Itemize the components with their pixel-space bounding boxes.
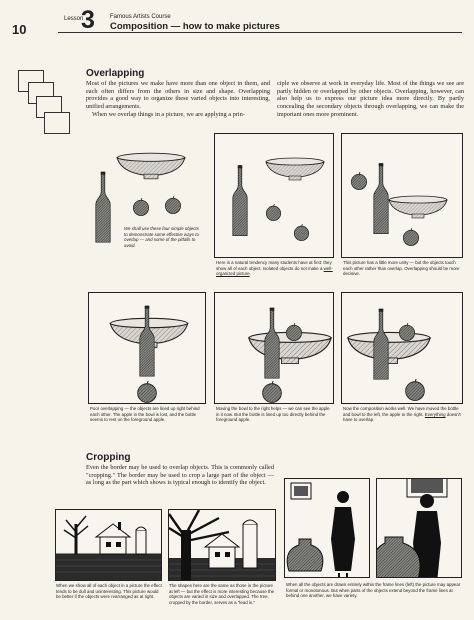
house-illustration: [96, 522, 130, 554]
cropping-heading: Cropping: [86, 452, 131, 463]
crop-panel-woman-cropped: [376, 478, 462, 578]
tree-illustration: [64, 516, 88, 554]
panel-poor-overlapping: [88, 292, 206, 404]
woman-vase-illustration: [377, 479, 462, 578]
bottle-illustration: [138, 299, 156, 385]
house-illustration: [205, 534, 239, 568]
panel-6-caption-text: Now the composition works well. We have moved the bottle and bowl to the left, the apple to the right.: [343, 406, 459, 417]
lesson-label: Lesson: [64, 16, 84, 22]
panel-2-caption-text: Here is a natural tendency many students have at first: they show all of each object. Isolated objects do not make a: [216, 260, 332, 271]
panel-6-caption: [343, 406, 461, 423]
bowl-illustration: [116, 152, 186, 180]
overlapping-col1-indent: When we overlap things in a picture, we are applying a prin-: [92, 110, 245, 118]
panel-1-caption: We shall use these four simple objects to demonstrate some effective ways to overlap — and some of the pitfalls to avoid.: [124, 226, 199, 248]
bottle-illustration: [94, 154, 112, 262]
chapter-title: Composition — how to make pictures: [110, 21, 280, 32]
panel-6-caption-end: doesn't have to overlap.: [343, 411, 461, 422]
header-rule: [58, 32, 462, 33]
crop-caption-2: The shapes here are the same as those in the picture at left — but the effect is more interesting because the objects are varied in size and overlapped. The tree, cropped by the border, serves as a "lead in.": [169, 583, 275, 605]
panel-2-caption: [216, 260, 334, 277]
farm-scene-illustration: [169, 510, 276, 581]
apple-illustration: [293, 224, 310, 241]
apple-illustration: [265, 204, 282, 221]
crop-panel-farm-uncropped: [55, 509, 162, 581]
crop-panel-farm-cropped: [168, 509, 276, 581]
panel-bowl-moved: [214, 292, 334, 404]
course-name: Famous Artists Course: [110, 14, 171, 20]
apple-illustration: [350, 172, 368, 190]
overlapping-squares-icon: [18, 70, 78, 140]
silo-illustration: [243, 520, 257, 568]
overlapping-body-col1: [86, 80, 270, 119]
panel-touching-objects: [341, 133, 463, 258]
overlapping-col1-text: Most of the pictures we make have more than one object in them, and each often differs from the others in size and shape. Overlapping provides a good way to organize these varied objects into interesting, unified arrangements.: [86, 80, 270, 111]
bottle-illustration: [372, 303, 390, 387]
panel-isolated-objects: [214, 133, 334, 258]
panel-2-caption-emphasis: well-organized picture: [216, 265, 333, 276]
apple-illustration: [285, 323, 303, 341]
bottle-illustration: [263, 301, 281, 387]
farm-scene-illustration: [56, 510, 162, 581]
overlapping-heading: Overlapping: [86, 68, 145, 79]
panel-3-caption: This picture has a little more unity — but the objects touch each other rather than overlap. Overlapping should be more decisive.: [343, 260, 460, 276]
bowl-illustration: [265, 156, 325, 182]
crop-panel-woman-uncropped: [284, 478, 370, 578]
lesson-number: 3: [81, 6, 95, 34]
apple-illustration: [132, 198, 150, 216]
apple-illustration: [164, 196, 182, 214]
apple-illustration: [404, 379, 426, 401]
crop-caption-3: When all the objects are drawn entirely within the frame lines (left) the picture may appear formal or monotonous. But when parts of the objects extend beyond the frame lines at behind one another, we have variety.: [286, 582, 461, 598]
woman-vase-illustration: [285, 479, 370, 578]
bowl-illustration: [388, 194, 448, 220]
apple-illustration: [398, 323, 416, 341]
page-number: 10: [12, 22, 27, 37]
vase-illustration: [287, 539, 323, 571]
panel-5-caption: Moving the bowl to the right helps — we can see the apple in it now. But the bottle is lined up too directly behind the foreground apple.: [216, 406, 330, 422]
panel-objects-intro: [86, 150, 208, 270]
silo-illustration: [136, 527, 146, 554]
panel-good-composition: [341, 292, 463, 404]
apple-illustration: [136, 381, 158, 403]
apple-illustration: [402, 228, 420, 246]
woman-figure-illustration: [331, 491, 355, 577]
cropping-body: Even the border may be used to overlap objects. This is commonly called "cropping." The border may be used to crop a large part of the object — as long as the part which shows is typical enough to identify the object.: [86, 464, 274, 487]
bottle-illustration: [231, 154, 249, 249]
panel-2-caption-end: .: [249, 271, 251, 276]
panel-4-caption: Poor overlapping — the objects are lined up right behind each other. The apple in the bowl is lost, and the bottle seems to rest on the foreground apple.: [90, 406, 200, 422]
panel-6-caption-emphasis: Everything: [424, 411, 446, 417]
overlapping-body-col2: ciple we observe at work in everyday life. Most of the things we see are partly hidden or overlapped by other objects. Overlapping, however, can also help us to express our picture idea more directly. By partly concealing the secondary objects through overlapping, we can make the important ones more prominent.: [277, 80, 464, 118]
apple-illustration: [261, 381, 283, 403]
crop-caption-1: When we show all of each object in a picture the effect tends to be dull and uninteresting. This picture would be better if the objects were rearranged as at right.: [56, 583, 162, 599]
